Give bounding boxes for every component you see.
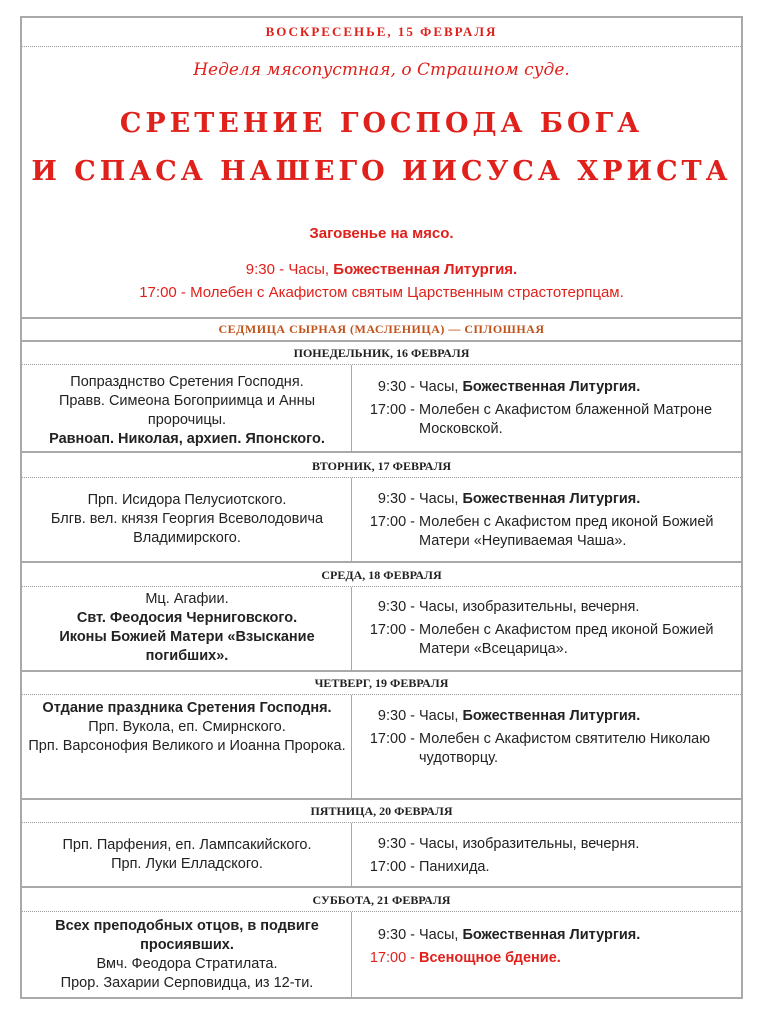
service-text: Часы, [419,927,459,943]
saint-line: Всех преподобных отцов, в подвиге просиявших. [55,918,319,953]
service-text-bold: Всенощное бдение. [419,950,561,966]
service-time: 17:00 - [139,284,186,301]
saint-line: Прор. Захарии Серповидца, из 12-ти. [60,975,314,991]
day-title: СУББОТА, 21 ФЕВРАЛЯ [312,893,451,907]
divider [22,451,741,453]
service-time: 9:30 - [377,836,415,852]
divider [22,670,741,672]
day-services [363,835,741,881]
day-saints [28,491,346,548]
service-row [363,378,741,397]
saint-line: Правв. Симеона Богоприимца и Анны пророчицы. [58,393,316,428]
service-row [363,835,741,854]
day-saints [28,699,346,756]
saint-line: Отдание праздника Сретения Господня. [42,700,332,716]
service-text: Молебен с Акафистом пред иконой Божией Матери «Неупиваемая Чаша». [419,514,714,549]
service-text: Часы, изобразительны, вечерня. [419,599,640,615]
day-saints [28,836,346,874]
divider [22,911,741,912]
saint-line: Блгв. вел. князя Георгия Всеволодовича Владимирского. [50,511,324,546]
sunday-date: ВОСКРЕСЕНЬЕ, 15 ФЕВРАЛЯ [265,24,498,39]
day-title: СРЕДА, 18 ФЕВРАЛЯ [321,568,442,582]
service-row [363,730,741,768]
day-title: ВТОРНИК, 17 ФЕВРАЛЯ [311,459,452,473]
saint-line: Попразднство Сретения Господня. [70,374,304,390]
saint-line: Свт. Феодосия Черниговского. [76,610,298,626]
column-divider [351,823,352,886]
saint-line: Мц. Агафии. [145,591,229,607]
service-time: 17:00 - [369,622,415,638]
service-time: 17:00 - [369,859,415,875]
service-text-bold: Божественная Литургия. [462,379,641,395]
week-title: СЕДМИЦА СЫРНАЯ (МАСЛЕНИЦА) — СПЛОШНАЯ [218,322,545,336]
week-name: Неделя мясопустная, о Страшном суде. [193,60,570,80]
saint-line: Равноап. Николая, архиеп. Японского. [49,431,325,447]
service-text: Молебен с Акафистом святителю Николаю чудотворцу. [419,731,711,766]
service-text: Часы, [419,491,459,507]
divider [22,561,741,563]
service-time: 17:00 - [369,402,415,418]
day-title: ПОНЕДЕЛЬНИК, 16 ФЕВРАЛЯ [293,346,470,360]
service-time: 9:30 - [377,599,415,615]
service-row [363,621,741,659]
service-text: Часы, [419,708,459,724]
service-text: Молебен с Акафистом блаженной Матроне Московской. [419,402,713,437]
service-time: 9:30 - [377,708,415,724]
column-divider [351,478,352,561]
day-saints [28,917,346,993]
day-saints [28,590,346,666]
divider [22,822,741,823]
service-row [363,926,741,945]
feast-title-line1: СРЕТЕНИЕ ГОСПОДА БОГА [119,108,644,139]
day-services [363,707,741,772]
service-time: 17:00 - [369,731,415,747]
divider [22,694,741,695]
service-row [363,401,741,439]
zagovene-note: Заговенье на мясо. [309,225,454,242]
divider [22,340,741,342]
service-time: 9:30 - [377,927,415,943]
sunday-service-1 [22,261,741,278]
service-text: Часы, изобразительны, вечерня. [419,836,640,852]
divider [22,317,741,319]
saint-line: Прп. Варсонофия Великого и Иоанна Пророка. [28,738,346,754]
service-time: 17:00 - [369,950,415,966]
service-row [363,707,741,726]
divider [22,364,741,365]
saint-line: Прп. Парфения, еп. Лампсакийского. [62,837,312,853]
divider [22,798,741,800]
service-row [363,598,741,617]
column-divider [351,587,352,670]
schedule-frame [20,16,743,999]
day-services [363,598,741,663]
service-time: 9:30 - [377,491,415,507]
day-services [363,926,741,972]
service-text: Панихида. [419,859,490,875]
service-text-bold: Божественная Литургия. [462,927,641,943]
divider [22,46,741,47]
day-services [363,378,741,443]
saint-line: Прп. Исидора Пелусиотского. [87,492,287,508]
saint-line: Прп. Луки Елладского. [111,856,263,872]
divider [22,586,741,587]
service-text-bold: Божественная Литургия. [333,261,518,278]
service-text: Молебен с Акафистом пред иконой Божией Матери «Всецарица». [419,622,714,657]
saint-line: Иконы Божией Матери «Взыскание погибших». [59,629,315,664]
service-time: 9:30 - [245,261,285,278]
divider [22,477,741,478]
service-time: 9:30 - [377,379,415,395]
service-row [363,513,741,551]
service-time: 17:00 - [369,514,415,530]
service-row [363,949,741,968]
day-title: ЧЕТВЕРГ, 19 ФЕВРАЛЯ [314,676,449,690]
service-text: Часы, [419,379,459,395]
column-divider [351,365,352,451]
sunday-service-2 [22,284,741,301]
day-title: ПЯТНИЦА, 20 ФЕВРАЛЯ [310,804,453,818]
divider [22,886,741,888]
day-services [363,490,741,555]
service-row [363,490,741,509]
column-divider [351,695,352,798]
service-text: Часы, [288,261,330,278]
saint-line: Вмч. Феодора Стратилата. [96,956,278,972]
saint-line: Прп. Вукола, еп. Смирнского. [88,719,286,735]
service-text: Молебен с Акафистом святым Царственным страстотерпцам. [190,284,624,301]
day-saints [28,373,346,449]
service-text-bold: Божественная Литургия. [462,708,641,724]
column-divider [351,912,352,999]
service-text-bold: Божественная Литургия. [462,491,641,507]
service-row [363,858,741,877]
feast-title-line2: И СПАСА НАШЕГО ИИСУСА ХРИСТА [31,156,732,187]
